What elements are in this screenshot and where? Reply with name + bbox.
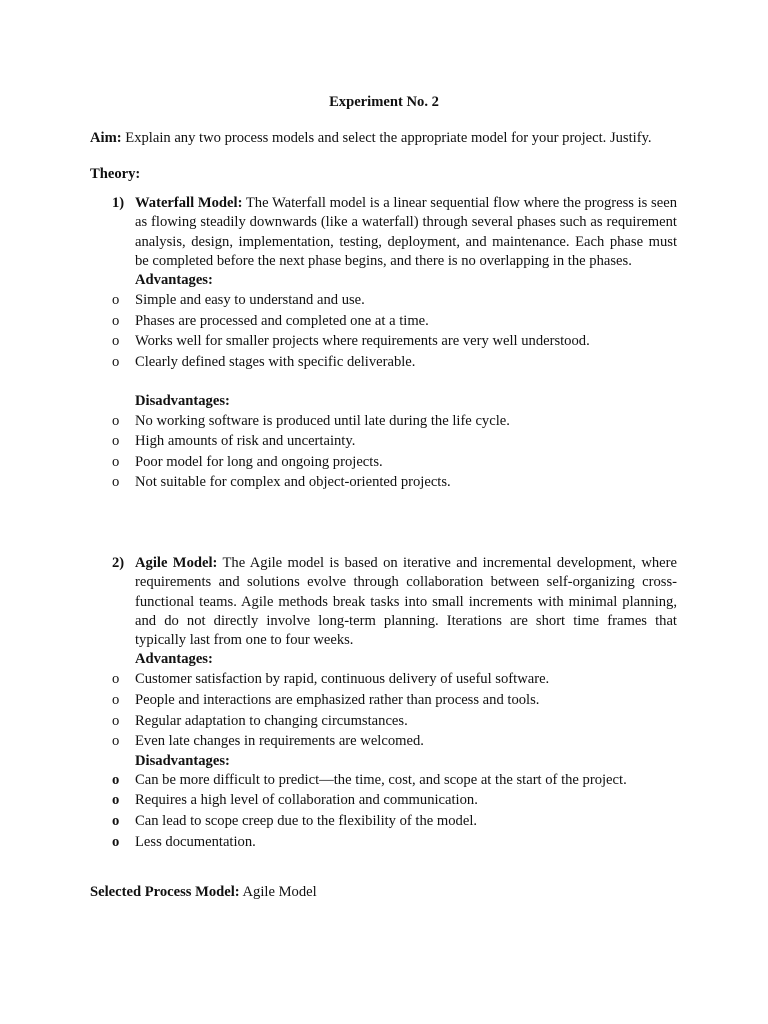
list-item-text: Even late changes in requirements are welcomed. xyxy=(135,733,424,750)
list-item xyxy=(90,790,677,811)
list-item xyxy=(90,472,677,493)
agile-advantages-list xyxy=(90,669,677,751)
list-item-text: Customer satisfaction by rapid, continuous delivery of useful software. xyxy=(135,671,550,688)
list-item-text: Can be more difficult to predict—the time, cost, and scope at the start of the project. xyxy=(135,771,627,788)
list-item xyxy=(90,311,677,332)
list-item-text: Clearly defined stages with specific deliverable. xyxy=(135,353,416,370)
aim-text: Explain any two process models and select the appropriate model for your project. Justify. xyxy=(121,130,652,146)
list-item-text: Less documentation. xyxy=(135,833,256,850)
bullet-marker: o xyxy=(112,312,120,329)
list-item xyxy=(90,352,677,373)
waterfall-model-name: Waterfall Model: xyxy=(135,195,243,211)
list-item xyxy=(90,452,677,473)
bullet-marker: o xyxy=(112,353,120,370)
agile-description xyxy=(135,554,677,650)
list-item-text: People and interactions are emphasized rather than process and tools. xyxy=(135,692,540,709)
waterfall-disadvantages-list xyxy=(90,411,677,493)
list-item xyxy=(90,431,677,452)
selected-model-value: Agile Model xyxy=(239,884,317,900)
waterfall-disadvantages-heading: Disadvantages: xyxy=(135,392,230,409)
list-item-text: Requires a high level of collaboration and communication. xyxy=(135,792,478,809)
list-item-text: Can lead to scope creep due to the flexibility of the model. xyxy=(135,812,478,829)
list-item-text: Poor model for long and ongoing projects. xyxy=(135,453,383,470)
selected-model-line xyxy=(90,883,317,902)
waterfall-body xyxy=(112,194,677,493)
list-item-text: No working software is produced until late during the life cycle. xyxy=(135,412,510,429)
waterfall-advantages-list xyxy=(90,290,677,372)
list-item xyxy=(90,811,677,832)
list-item xyxy=(90,832,677,853)
list-item xyxy=(90,411,677,432)
list-item xyxy=(90,711,677,732)
bullet-marker: o xyxy=(112,712,120,729)
bullet-marker: o xyxy=(112,671,120,688)
waterfall-description xyxy=(135,194,677,271)
list-item-text: High amounts of risk and uncertainty. xyxy=(135,433,356,450)
agile-disadvantages-heading: Disadvantages: xyxy=(135,752,230,769)
list-item-text: Not suitable for complex and object-oriented projects. xyxy=(135,474,451,491)
agile-disadvantages-list xyxy=(90,771,677,852)
theory-heading: Theory: xyxy=(90,166,141,182)
list-item-text: Regular adaptation to changing circumstances. xyxy=(135,712,408,729)
aim-paragraph xyxy=(90,129,690,148)
section-number: 1) xyxy=(112,195,125,211)
list-item xyxy=(90,690,677,711)
waterfall-description-text: The Waterfall model is a linear sequential flow where the progress is seen as flowing steadily downwards (like a waterfall) through several phases such as requirement analysis, design, implementation, testing, deployment, and maintenance. Each phase must be completed before the next phase begins, and there is no overlapping in the phases. xyxy=(135,195,677,269)
list-item xyxy=(90,290,677,311)
list-item-text: Works well for smaller projects where requirements are very well understood. xyxy=(135,333,590,350)
waterfall-advantages-heading: Advantages: xyxy=(135,272,213,289)
list-item xyxy=(90,771,677,791)
bullet-marker: o xyxy=(112,771,120,788)
bullet-marker: o xyxy=(112,333,120,350)
agile-body xyxy=(112,554,677,852)
page-title: Experiment No. 2 xyxy=(329,94,439,110)
agile-model-name: Agile Model: xyxy=(135,555,218,571)
list-item xyxy=(90,731,677,752)
bullet-marker: o xyxy=(112,733,120,750)
section-number: 2) xyxy=(112,555,125,571)
bullet-marker: o xyxy=(112,453,120,470)
bullet-marker: o xyxy=(112,792,120,809)
list-item-text: Simple and easy to understand and use. xyxy=(135,292,365,309)
list-item xyxy=(90,331,677,352)
bullet-marker: o xyxy=(112,692,120,709)
bullet-marker: o xyxy=(112,812,120,829)
bullet-marker: o xyxy=(112,412,120,429)
bullet-marker: o xyxy=(112,474,120,491)
aim-label: Aim: xyxy=(90,130,122,146)
agile-advantages-heading: Advantages: xyxy=(135,651,213,668)
bullet-marker: o xyxy=(112,433,120,450)
list-item-text: Phases are processed and completed one at a time. xyxy=(135,312,429,329)
bullet-marker: o xyxy=(112,833,120,850)
list-item xyxy=(90,669,677,690)
bullet-marker: o xyxy=(112,292,120,309)
agile-description-text: The Agile model is based on iterative and incremental development, where requirements and solutions evolve through collaboration between self-organizing cross-functional teams. Agile methods break tasks into small increments with minimal planning, and do not directly involve long-term planning. Iterations are short time frames that typically last from one to four weeks. xyxy=(135,555,677,649)
selected-model-label: Selected Process Model: xyxy=(90,884,240,900)
